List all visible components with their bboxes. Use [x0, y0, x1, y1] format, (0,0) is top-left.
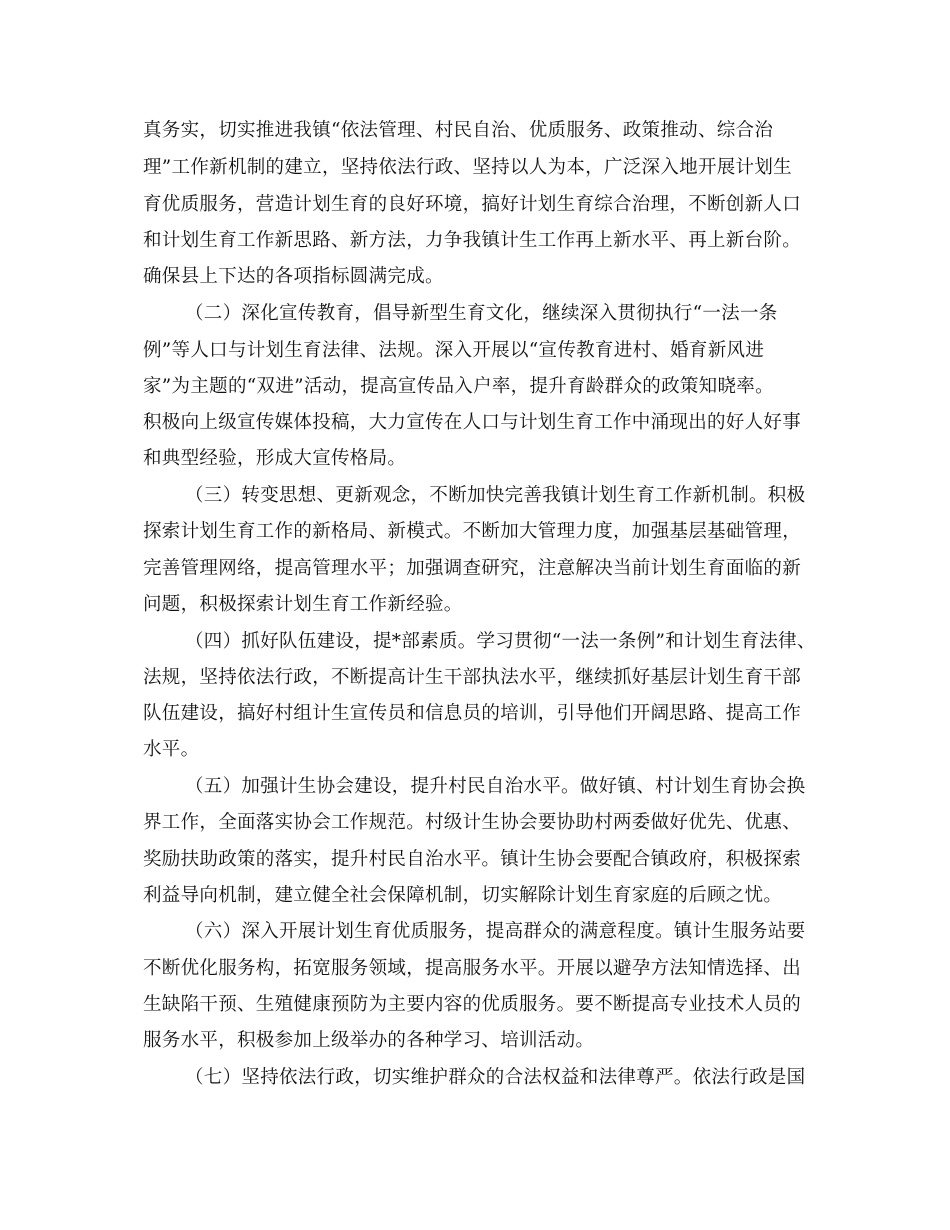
text-line: 界工作，全面落实协会工作规范。村级计生协会要协助村两委做好优先、优惠、 — [143, 812, 802, 833]
text-line: 生缺陷干预、生殖健康预防为主要内容的优质服务。要不断提高专业技术人员的 — [143, 994, 802, 1015]
text-line: 问题，积极探索计划生育工作新经验。 — [143, 594, 463, 615]
paragraph-start-line: （六）深入开展计划生育优质服务，提高群众的满意程度。镇计生服务站要 — [185, 921, 806, 942]
text-line: 探索计划生育工作的新格局、新模式。不断加大管理力度，加强基层基础管理， — [143, 521, 802, 542]
text-line: 和典型经验，形成大宣传格局。 — [143, 448, 407, 469]
paragraph-start-line: （七）坚持依法行政，切实维护群众的合法权益和法律尊严。依法行政是国 — [185, 1067, 806, 1088]
text-line: 水平。 — [143, 739, 200, 760]
paragraph-start-line: （五）加强计生协会建设，提升村民自治水平。做好镇、村计划生育协会换 — [185, 776, 806, 797]
text-line: 队伍建设，搞好村组计生宣传员和信息员的培训，引导他们开阔思路、提高工作 — [143, 703, 802, 724]
text-line: 和计划生育工作新思路、新方法，力争我镇计生工作再上新水平、再上新台阶。 — [143, 230, 802, 251]
text-line: 不断优化服务构，拓宽服务领域，提高服务水平。开展以避孕方法知情选择、出 — [143, 958, 802, 979]
paragraph-start-line: （二）深化宣传教育，倡导新型生育文化，继续深入贯彻执行“一法一条 — [185, 303, 778, 324]
text-line: 理”工作新机制的建立，坚持依法行政、坚持以人为本，广泛深入地开展计划生 — [143, 157, 792, 178]
text-line: 家”为主题的“双进”活动，提高宣传品入户率，提升育龄群众的政策知晓率。 — [143, 376, 774, 397]
text-line: 服务水平，积极参加上级举办的各种学习、培训活动。 — [143, 1030, 595, 1051]
text-line: 法规，坚持依法行政，不断提高计生干部执法水平，继续抓好基层计划生育干部 — [143, 667, 802, 688]
text-line: 真务实，切实推进我镇“依法管理、村民自治、优质服务、政策推动、综合治 — [143, 120, 774, 141]
text-line: 育优质服务，营造计划生育的良好环境，搞好计划生育综合治理，不断创新人口 — [143, 194, 802, 215]
text-line: 积极向上级宣传媒体投稿，大力宣传在人口与计划生育工作中涌现出的好人好事 — [143, 412, 802, 433]
text-line: 确保县上下达的各项指标圆满完成。 — [143, 266, 444, 287]
text-line: 完善管理网络，提高管理水平；加强调查研究，注意解决当前计划生育面临的新 — [143, 558, 802, 579]
text-line: 例”等人口与计划生育法律、法规。深入开展以“宣传教育进村、婚育新风进 — [143, 340, 765, 361]
text-line: 利益导向机制，建立健全社会保障机制，切实解除计划生育家庭的后顾之忧。 — [143, 885, 783, 906]
text-line: 奖励扶助政策的落实，提升村民自治水平。镇计生协会要配合镇政府，积极探索 — [143, 849, 802, 870]
paragraph-start-line: （四）抓好队伍建设，提*部素质。学习贯彻“一法一条例”和计划生育法律、 — [185, 631, 816, 652]
paragraph-start-line: （三）转变思想、更新观念，不断加快完善我镇计划生育工作新机制。积极 — [185, 485, 806, 506]
